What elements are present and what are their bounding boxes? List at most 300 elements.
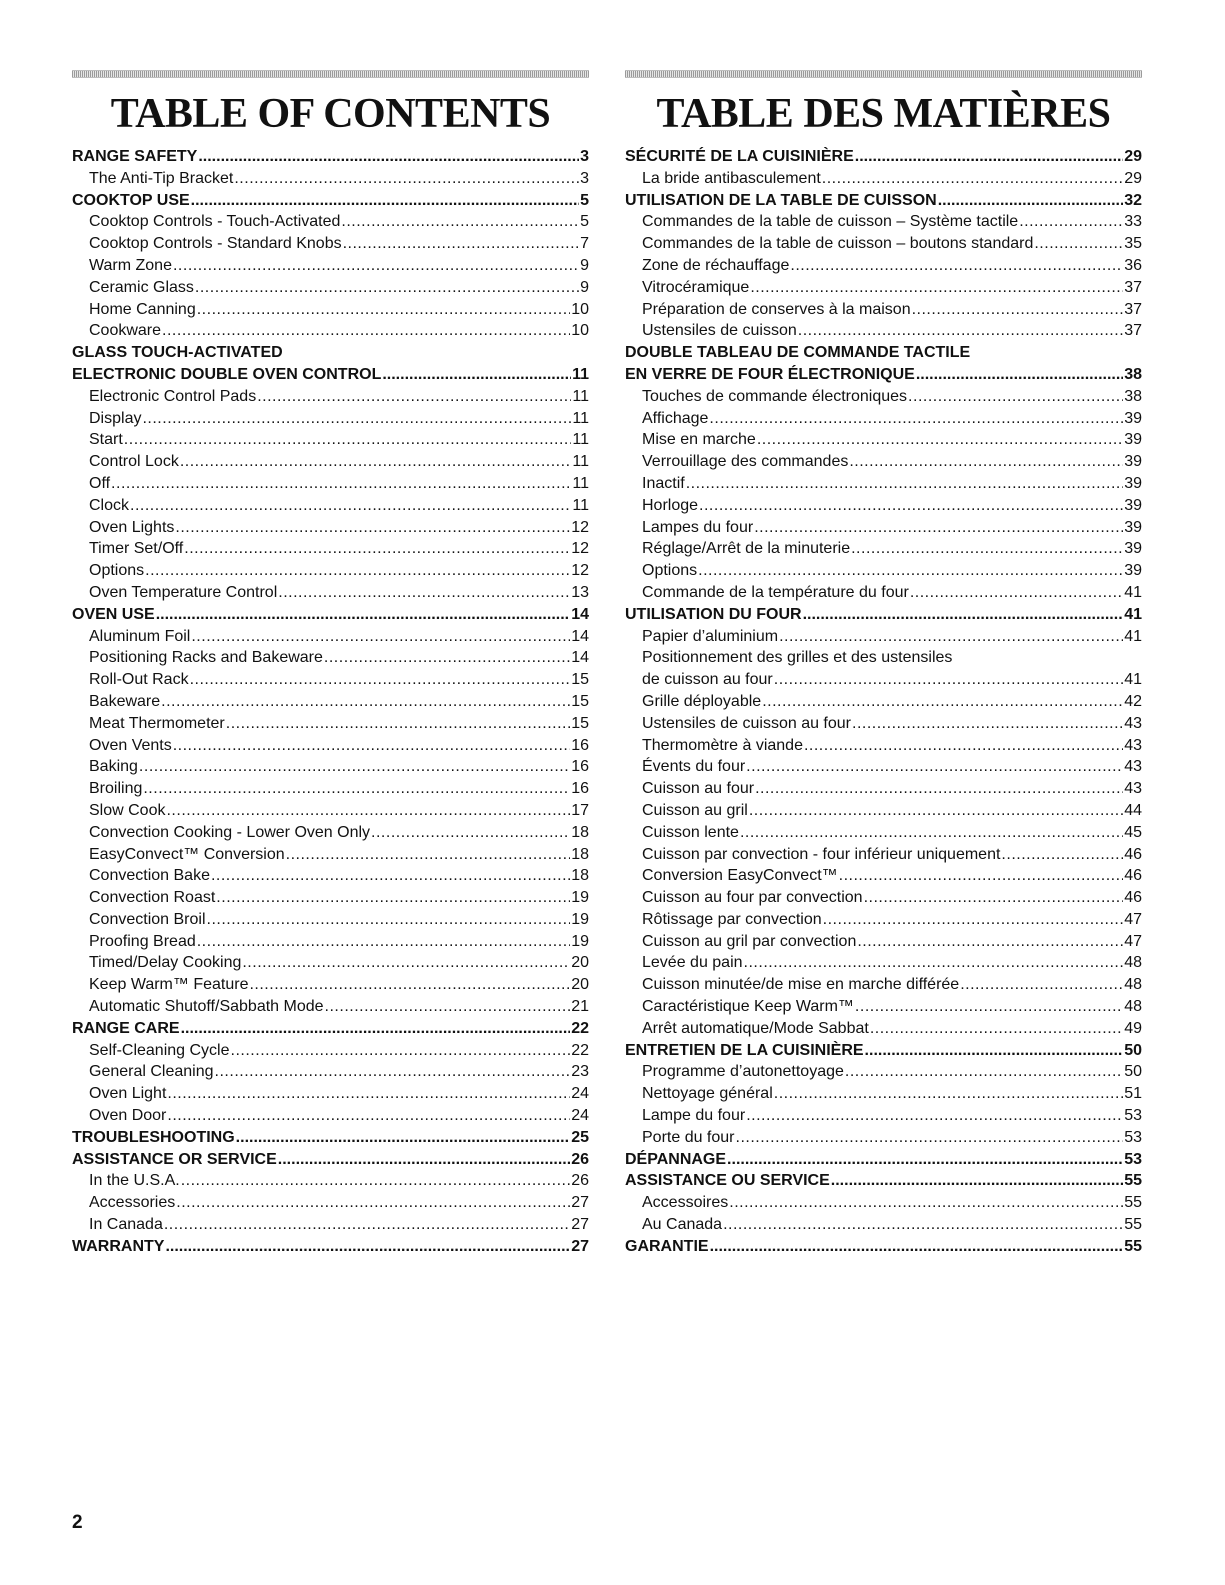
toc-entry-title: Timer Set/Off	[89, 540, 184, 558]
toc-entry[interactable]	[625, 517, 1142, 539]
dot-leader	[1001, 844, 1123, 866]
toc-section-entry[interactable]	[625, 1170, 1142, 1192]
toc-entry-title: Ustensiles de cuisson	[642, 322, 797, 340]
toc-entry-title: Commandes de la table de cuisson – boutons standard	[642, 235, 1034, 253]
toc-page-number: 10	[571, 300, 589, 318]
dot-leader	[746, 756, 1123, 778]
toc-entry-title: Clock	[89, 496, 130, 514]
toc-entry-title: TROUBLESHOOTING	[72, 1128, 235, 1146]
toc-page-number: 48	[1124, 998, 1142, 1016]
toc-page-number: 15	[571, 671, 589, 689]
toc-page-number: 19	[571, 910, 589, 928]
toc-entry[interactable]	[72, 778, 589, 800]
dot-leader	[142, 408, 571, 430]
dot-leader	[774, 669, 1123, 691]
toc-entry[interactable]	[625, 1214, 1142, 1236]
toc-page-number: 46	[1124, 845, 1142, 863]
toc-entry-title: Display	[89, 409, 142, 427]
toc-entry[interactable]	[72, 1105, 589, 1127]
toc-entry[interactable]	[72, 168, 589, 190]
toc-page-number: 18	[571, 823, 589, 841]
toc-entry-title: Oven Light	[89, 1085, 167, 1103]
toc-entry-title: Warm Zone	[89, 256, 172, 274]
toc-entry[interactable]	[625, 1018, 1142, 1040]
toc-page-number: 19	[571, 889, 589, 907]
toc-entry[interactable]	[72, 429, 589, 451]
toc-entry[interactable]	[625, 800, 1142, 822]
toc-entry-title: Touches de commande électroniques	[642, 387, 908, 405]
toc-entry-title: Lampe du four	[642, 1107, 746, 1125]
toc-entry-title: The Anti-Tip Bracket	[89, 169, 234, 187]
toc-entry[interactable]	[625, 952, 1142, 974]
toc-entry-title: Cuisson minutée/de mise en marche différée	[642, 976, 960, 994]
decorative-rule	[625, 70, 1142, 78]
toc-entry-title: Automatic Shutoff/Sabbath Mode	[89, 998, 324, 1016]
toc-entry[interactable]	[625, 451, 1142, 473]
dot-leader	[709, 408, 1123, 430]
dot-leader	[226, 713, 570, 735]
dot-leader	[762, 691, 1123, 713]
dot-leader	[822, 168, 1123, 190]
dot-leader	[831, 1170, 1123, 1192]
dot-leader	[746, 1105, 1123, 1127]
toc-entry[interactable]	[72, 909, 589, 931]
toc-entry-title: Préparation de conserves à la maison	[642, 300, 911, 318]
toc-entry[interactable]	[72, 582, 589, 604]
dot-leader	[757, 429, 1123, 451]
toc-entry-title: Oven Lights	[89, 518, 175, 536]
dot-leader	[790, 255, 1123, 277]
dot-leader	[325, 996, 571, 1018]
toc-entry[interactable]	[625, 299, 1142, 321]
dot-leader	[181, 1170, 570, 1192]
toc-entry[interactable]	[625, 211, 1142, 233]
toc-entry[interactable]	[625, 865, 1142, 887]
toc-page-number: 15	[571, 714, 589, 732]
toc-page-number: 11	[572, 474, 589, 492]
toc-page-number: 3	[580, 148, 589, 165]
toc-entry-title: Évents du four	[642, 758, 746, 776]
toc-entry-title: Vitrocéramique	[642, 278, 750, 296]
toc-entry[interactable]	[72, 299, 589, 321]
toc-entry[interactable]	[625, 822, 1142, 844]
toc-entry[interactable]	[72, 1040, 589, 1062]
toc-entry-title: Slow Cook	[89, 801, 166, 819]
toc-entry[interactable]	[72, 495, 589, 517]
toc-entry-title: Programme d’autonettoyage	[642, 1063, 844, 1081]
toc-entry[interactable]	[72, 1170, 589, 1192]
toc-entry[interactable]	[72, 233, 589, 255]
toc-entry[interactable]	[72, 756, 589, 778]
toc-section-entry[interactable]	[625, 1149, 1142, 1171]
toc-page-number: 9	[580, 278, 589, 296]
dot-leader	[242, 952, 570, 974]
dot-leader	[870, 1018, 1123, 1040]
toc-page-number: 53	[1124, 1107, 1142, 1125]
toc-page-number: 16	[571, 736, 589, 754]
toc-entry[interactable]	[72, 560, 589, 582]
toc-entry[interactable]	[625, 560, 1142, 582]
toc-page-number: 39	[1124, 474, 1142, 492]
toc-entry[interactable]	[72, 1192, 589, 1214]
dot-leader	[165, 1236, 570, 1258]
dot-leader	[324, 647, 570, 669]
toc-entry-title: Papier d’aluminium	[642, 627, 779, 645]
toc-entry-title: GARANTIE	[625, 1237, 709, 1255]
toc-entry-title: EasyConvect™ Conversion	[89, 845, 285, 863]
toc-entry[interactable]	[72, 974, 589, 996]
toc-entry[interactable]	[625, 1192, 1142, 1214]
toc-entry[interactable]	[72, 735, 589, 757]
toc-entry[interactable]	[72, 647, 589, 669]
toc-section-entry[interactable]	[72, 1127, 589, 1149]
toc-page-number: 48	[1124, 954, 1142, 972]
toc-section-entry[interactable]	[625, 604, 1142, 626]
toc-section-entry[interactable]	[72, 364, 589, 386]
dot-leader	[341, 211, 579, 233]
dot-leader	[231, 1040, 571, 1062]
toc-entry[interactable]	[625, 386, 1142, 408]
toc-section-entry[interactable]	[625, 190, 1142, 212]
toc-entry-title: Grille déployable	[642, 692, 762, 710]
toc-entry[interactable]	[625, 538, 1142, 560]
toc-entry-title: Rôtissage par convection	[642, 910, 822, 928]
dot-leader	[754, 517, 1123, 539]
toc-page-number: 17	[571, 801, 589, 819]
toc-page-number: 41	[1124, 627, 1142, 645]
dot-leader	[249, 974, 570, 996]
toc-entry-title: de cuisson au four	[642, 671, 773, 689]
toc-entry-title: Porte du four	[642, 1128, 735, 1146]
toc-page-number: 22	[571, 1019, 589, 1037]
dot-leader	[744, 952, 1124, 974]
toc-entry-title: Lampes du four	[642, 518, 754, 536]
dot-leader	[216, 887, 570, 909]
dot-leader	[278, 582, 570, 604]
toc-page-number: 27	[571, 1216, 589, 1234]
toc-page-number: 43	[1124, 780, 1142, 798]
toc-entry[interactable]	[625, 756, 1142, 778]
dot-leader	[804, 735, 1123, 757]
dot-leader	[908, 386, 1123, 408]
toc-page-number: 15	[571, 692, 589, 710]
toc-entry[interactable]	[72, 473, 589, 495]
toc-page-number: 12	[571, 518, 589, 536]
toc-entry[interactable]	[625, 1127, 1142, 1149]
dot-leader	[779, 626, 1123, 648]
toc-entry[interactable]	[72, 408, 589, 430]
dot-leader	[916, 364, 1123, 386]
toc-page-number: 55	[1124, 1216, 1142, 1234]
toc-page-number: 43	[1124, 714, 1142, 732]
toc-entry-title: Cooktop Controls - Standard Knobs	[89, 235, 342, 253]
dot-leader	[286, 844, 571, 866]
toc-entry[interactable]	[625, 735, 1142, 757]
dot-leader	[865, 1040, 1124, 1062]
toc-entry[interactable]	[625, 168, 1142, 190]
toc-entry-title: OVEN USE	[72, 605, 155, 623]
toc-entry[interactable]	[72, 538, 589, 560]
toc-page-number: 39	[1124, 496, 1142, 514]
toc-entry[interactable]	[72, 320, 589, 342]
toc-page-number: 20	[571, 976, 589, 994]
toc-page-number: 26	[571, 1150, 589, 1168]
toc-page-number: 11	[572, 496, 589, 514]
toc-page-number: 55	[1124, 1172, 1142, 1190]
toc-page-number: 20	[571, 954, 589, 972]
toc-section-entry[interactable]	[72, 604, 589, 626]
toc-page-number: 48	[1124, 976, 1142, 994]
dot-leader	[166, 800, 570, 822]
dot-leader	[156, 604, 571, 626]
toc-english-column	[72, 70, 589, 1258]
toc-entry[interactable]	[72, 822, 589, 844]
toc-page-number: 14	[571, 627, 589, 645]
toc-page-number: 14	[571, 649, 589, 667]
dot-leader	[167, 1105, 570, 1127]
toc-entry[interactable]	[625, 1083, 1142, 1105]
toc-entry-title: Cookware	[89, 322, 162, 340]
toc-entry-title: Accessoires	[642, 1194, 729, 1212]
toc-entry-title: COOKTOP USE	[72, 191, 190, 209]
dot-leader	[864, 887, 1124, 909]
dot-leader	[1034, 233, 1123, 255]
dot-leader	[729, 1192, 1123, 1214]
toc-entry-title: Self-Cleaning Cycle	[89, 1041, 230, 1059]
dot-leader	[278, 1149, 570, 1171]
dot-leader	[839, 865, 1124, 887]
toc-entry-title: Ceramic Glass	[89, 278, 194, 296]
dot-leader	[173, 735, 570, 757]
toc-entry-title: DÉPANNAGE	[625, 1150, 727, 1168]
dot-leader	[176, 1192, 570, 1214]
toc-entry-title: In Canada	[89, 1216, 163, 1234]
toc-section-heading: DOUBLE TABLEAU DE COMMANDE TACTILE	[625, 344, 971, 362]
toc-entry[interactable]	[625, 1105, 1142, 1127]
toc-entry-title: WARRANTY	[72, 1237, 165, 1255]
dot-leader	[823, 909, 1124, 931]
toc-entry-title: Cuisson au gril	[642, 801, 748, 819]
toc-section-entry[interactable]	[72, 1149, 589, 1171]
dot-leader	[207, 909, 571, 931]
toc-section-entry[interactable]	[72, 1236, 589, 1258]
toc-page-number: 46	[1124, 889, 1142, 907]
dot-leader	[343, 233, 580, 255]
toc-page-number: 39	[1124, 453, 1142, 471]
toc-page-number: 3	[580, 169, 589, 187]
toc-entry-title: Horloge	[642, 496, 699, 514]
dot-leader	[798, 320, 1123, 342]
dot-leader	[191, 190, 579, 212]
toc-entry-title: Broiling	[89, 780, 143, 798]
toc-entry[interactable]	[625, 255, 1142, 277]
toc-entry[interactable]	[72, 255, 589, 277]
toc-entry-title: Cuisson au gril par convection	[642, 932, 857, 950]
toc-entry-title: La bride antibasculement	[642, 169, 821, 187]
toc-section-entry[interactable]	[625, 1236, 1142, 1258]
toc-page-number: 45	[1124, 823, 1142, 841]
toc-entry[interactable]	[625, 277, 1142, 299]
toc-entry[interactable]	[625, 909, 1142, 931]
dot-leader	[910, 582, 1123, 604]
toc-page-number: 10	[571, 322, 589, 340]
toc-entry-title: Convection Cooking - Lower Oven Only	[89, 823, 371, 841]
dot-leader	[740, 822, 1123, 844]
toc-entry[interactable]	[72, 865, 589, 887]
toc-entry[interactable]	[625, 408, 1142, 430]
toc-page-number: 39	[1124, 562, 1142, 580]
dot-leader	[236, 1127, 571, 1149]
dot-leader	[184, 538, 570, 560]
toc-page-number: 11	[572, 431, 589, 449]
dot-leader	[774, 1083, 1123, 1105]
toc-entry[interactable]	[625, 626, 1142, 648]
dot-leader	[234, 168, 579, 190]
toc-entry[interactable]	[72, 277, 589, 299]
toc-entry[interactable]	[72, 451, 589, 473]
toc-entry[interactable]	[625, 1061, 1142, 1083]
toc-page-number: 29	[1124, 148, 1142, 165]
toc-entry[interactable]	[625, 996, 1142, 1018]
toc-title-french: TABLE DES MATIÈRES	[656, 91, 1111, 137]
toc-entry-title: Thermomètre à viande	[642, 736, 803, 754]
dot-leader	[803, 604, 1124, 626]
toc-entry[interactable]	[72, 386, 589, 408]
toc-entry[interactable]	[72, 931, 589, 953]
toc-section-entry[interactable]	[625, 146, 1142, 168]
toc-page-number: 47	[1124, 910, 1142, 928]
dot-leader	[736, 1127, 1124, 1149]
toc-entry[interactable]	[625, 669, 1142, 691]
toc-entry-list	[72, 146, 589, 1258]
dot-leader	[845, 1061, 1123, 1083]
toc-page-number: 38	[1124, 387, 1142, 405]
toc-entry-title: Affichage	[642, 409, 709, 427]
toc-entry[interactable]	[72, 996, 589, 1018]
toc-page-number: 39	[1124, 540, 1142, 558]
toc-entry-title: Verrouillage des commandes	[642, 453, 849, 471]
toc-page-number: 39	[1124, 518, 1142, 536]
dot-leader	[1019, 211, 1123, 233]
dot-leader	[175, 517, 570, 539]
dot-leader	[686, 473, 1124, 495]
toc-page-number: 16	[571, 780, 589, 798]
toc-page-number: 55	[1124, 1194, 1142, 1212]
toc-entry-title: UTILISATION DU FOUR	[625, 605, 802, 623]
toc-page-number: 35	[1124, 235, 1142, 253]
toc-entry[interactable]	[72, 517, 589, 539]
toc-entry[interactable]	[625, 931, 1142, 953]
toc-entry[interactable]	[72, 952, 589, 974]
toc-entry[interactable]	[625, 473, 1142, 495]
toc-page-number: 50	[1124, 1041, 1142, 1059]
toc-page-number: 18	[571, 867, 589, 885]
dot-leader	[139, 756, 570, 778]
toc-entry-title: Levée du pain	[642, 954, 743, 972]
toc-entry[interactable]	[72, 1214, 589, 1236]
toc-page-number: 41	[1124, 605, 1142, 623]
toc-entry-title: Commande de la température du four	[642, 583, 909, 601]
toc-entry[interactable]	[625, 974, 1142, 996]
toc-entry[interactable]	[625, 582, 1142, 604]
toc-entry-title: Nettoyage général	[642, 1085, 773, 1103]
toc-entry[interactable]	[72, 1083, 589, 1105]
toc-page-number: 23	[571, 1063, 589, 1081]
dot-leader	[857, 931, 1123, 953]
toc-page-number: 9	[580, 256, 589, 274]
toc-entry-title: RANGE SAFETY	[72, 148, 198, 165]
toc-entry[interactable]	[625, 713, 1142, 735]
toc-entry-title: Oven Temperature Control	[89, 583, 278, 601]
toc-page-number: 5	[580, 213, 589, 231]
toc-entry[interactable]	[72, 626, 589, 648]
toc-entry[interactable]	[625, 778, 1142, 800]
dot-leader	[215, 1061, 571, 1083]
toc-page-number: 39	[1124, 409, 1142, 427]
toc-page-number: 46	[1124, 867, 1142, 885]
toc-french-column	[625, 70, 1142, 1258]
dot-leader	[699, 495, 1123, 517]
toc-entry[interactable]	[625, 844, 1142, 866]
toc-section-entry[interactable]	[625, 364, 1142, 386]
toc-page-number: 11	[572, 365, 589, 383]
toc-entry[interactable]	[625, 495, 1142, 517]
toc-section-entry[interactable]	[72, 1018, 589, 1040]
toc-section-entry[interactable]	[72, 146, 589, 168]
toc-entry[interactable]	[72, 887, 589, 909]
dot-leader	[727, 1149, 1123, 1171]
dot-leader	[750, 277, 1123, 299]
toc-entry-title: Accessories	[89, 1194, 176, 1212]
toc-page-number: 16	[571, 758, 589, 776]
dot-leader	[164, 1214, 570, 1236]
dot-leader	[855, 996, 1123, 1018]
toc-entry[interactable]	[625, 691, 1142, 713]
toc-entry[interactable]	[72, 844, 589, 866]
toc-entry[interactable]	[72, 800, 589, 822]
toc-page-number: 51	[1124, 1085, 1142, 1103]
toc-section-entry[interactable]	[72, 190, 589, 212]
dot-leader	[849, 451, 1123, 473]
dot-leader	[371, 822, 570, 844]
dot-leader	[855, 146, 1123, 168]
toc-entry[interactable]	[625, 233, 1142, 255]
toc-page-number: 43	[1124, 758, 1142, 776]
toc-entry[interactable]	[72, 211, 589, 233]
dot-leader	[195, 277, 579, 299]
toc-entry-title: EN VERRE DE FOUR ÉLECTRONIQUE	[625, 365, 915, 383]
toc-page-number: 12	[571, 562, 589, 580]
toc-entry[interactable]	[72, 713, 589, 735]
toc-entry[interactable]	[72, 669, 589, 691]
dot-leader	[211, 865, 570, 887]
toc-entry-title: ELECTRONIC DOUBLE OVEN CONTROL	[72, 365, 382, 383]
toc-page-number: 47	[1124, 932, 1142, 950]
toc-entry[interactable]	[625, 320, 1142, 342]
toc-page-number: 41	[1124, 671, 1142, 689]
toc-entry[interactable]	[625, 429, 1142, 451]
toc-page-number: 11	[572, 409, 589, 427]
toc-entry-title: ENTRETIEN DE LA CUISINIÈRE	[625, 1041, 864, 1059]
toc-section-entry[interactable]	[625, 1040, 1142, 1062]
dot-leader	[197, 299, 570, 321]
toc-entry[interactable]	[72, 1061, 589, 1083]
toc-entry-title: Arrêt automatique/Mode Sabbat	[642, 1019, 869, 1037]
toc-entry[interactable]	[72, 691, 589, 713]
toc-entry-title: Baking	[89, 758, 138, 776]
toc-entry-title: General Cleaning	[89, 1063, 214, 1081]
toc-entry[interactable]	[625, 887, 1142, 909]
